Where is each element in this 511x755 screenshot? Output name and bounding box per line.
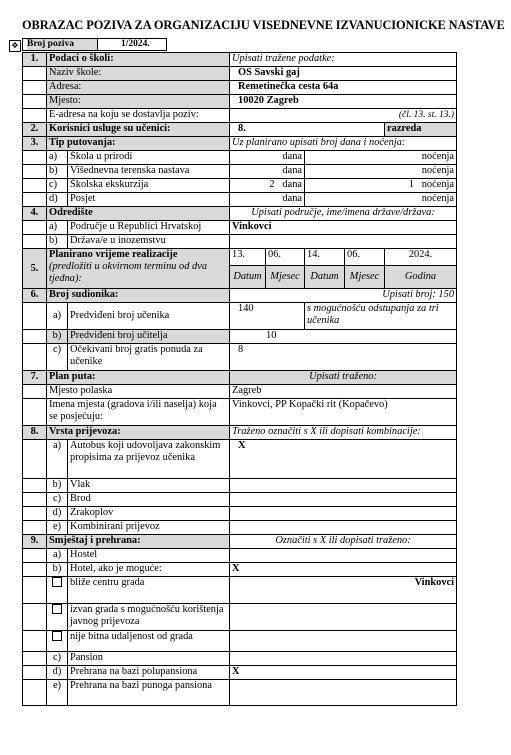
field-value: 8 [230, 344, 457, 371]
field-label: Posjet [68, 193, 230, 207]
table-row [23, 604, 457, 631]
checkbox-icon[interactable] [52, 631, 62, 641]
field-value [230, 549, 457, 563]
field-value [230, 631, 457, 652]
row-letter: b) [47, 165, 68, 179]
field-value: 10020 Zagreb [230, 95, 457, 109]
section-3-header [23, 137, 457, 151]
field-value: Zagreb [230, 385, 457, 399]
field-label: E-adresa na koju se dostavlja poziv: [47, 109, 230, 123]
row-letter: b) [47, 330, 68, 344]
section-hint: Upisati broj: 150 [230, 289, 457, 303]
table-row [23, 81, 457, 95]
section-heading-cell [47, 249, 230, 289]
field-label: Predviđeni broj učitelja [68, 330, 230, 344]
broj-poziva-box [22, 38, 167, 51]
section-1-header [23, 53, 457, 67]
field-label: Zrakoplov [68, 507, 230, 521]
table-row [23, 344, 457, 371]
checkbox-cell[interactable] [47, 577, 68, 604]
row-letter: b) [47, 479, 68, 493]
table-row [23, 151, 457, 165]
field-label: Predviđeni broj učenika [68, 303, 230, 330]
field-value: Vinkovci [230, 577, 457, 604]
table-row [23, 385, 457, 399]
table-row [23, 652, 457, 666]
nights-cell [305, 193, 457, 207]
field-label: Imena mjesta (gradova i/ili naselja) koja se posjećuju: [47, 399, 230, 426]
table-row [23, 95, 457, 109]
row-letter: d) [47, 666, 68, 680]
field-value: OS Savski gaj [230, 67, 457, 81]
field-label: Adresa: [47, 81, 230, 95]
section-heading: Tip putovanja: [47, 137, 230, 151]
field-label: Višednevna terenska nastava [68, 165, 230, 179]
field-label: Naziv škole: [47, 67, 230, 81]
table-row [23, 221, 457, 235]
days-cell [230, 151, 305, 165]
row-letter: e) [47, 680, 68, 706]
nights-unit: noćenja [421, 165, 455, 176]
section-number: 2. [23, 123, 47, 137]
field-label: Područje u Republici Hrvatskoj [68, 221, 230, 235]
section-heading: Broj sudionika: [47, 289, 230, 303]
field-unit: razreda [385, 123, 457, 137]
field-label: Mjesto polaska [47, 385, 230, 399]
table-row [23, 493, 457, 507]
row-letter: c) [47, 652, 68, 666]
days-cell [230, 179, 305, 193]
field-value: 8. [230, 123, 385, 137]
days-cell [230, 193, 305, 207]
days-unit: dana [282, 151, 303, 162]
field-value: X [230, 440, 457, 479]
year-label: Godina [385, 266, 457, 289]
table-row [23, 666, 457, 680]
field-note: s mogućnošću odstupanja za tri učenika [305, 303, 457, 330]
section-heading: Planirano vrijeme realizacije [49, 249, 178, 260]
row-letter: d) [47, 507, 68, 521]
field-value: Vinkovci [230, 221, 457, 235]
days-cell [230, 165, 305, 179]
table-row [23, 507, 457, 521]
field-label: Pansion [68, 652, 230, 666]
field-value [230, 604, 457, 631]
checkbox-cell[interactable] [47, 631, 68, 652]
month-value: 06. [345, 249, 385, 266]
field-value: X [230, 563, 457, 577]
row-letter: c) [47, 493, 68, 507]
field-value: X [230, 666, 457, 680]
nights-value: 1 [408, 179, 414, 190]
broj-poziva-value: 1/2024. [121, 39, 150, 49]
nights-unit: noćenja [421, 179, 455, 190]
field-value [230, 493, 457, 507]
section-7-header [23, 371, 457, 385]
field-label: Autobus koji udovoljava zakonskim propisima za prijevoz učenika [68, 440, 230, 479]
nights-cell [305, 179, 457, 193]
section-hint: Upisati područje, ime/imena države/država: [230, 207, 457, 221]
table-row [23, 330, 457, 344]
field-value [230, 680, 457, 706]
field-value [230, 521, 457, 535]
row-letter: b) [47, 235, 68, 249]
section-subheading: (predložiti u okvirnom terminu od dva tjedna): [49, 261, 208, 284]
nights-unit: noćenja [421, 193, 455, 204]
section-4-header [23, 207, 457, 221]
field-label: Školska ekskurzija [68, 179, 230, 193]
form-title: OBRAZAC POZIVA ZA ORGANIZACIJU VISEDNEVNE IZVANUCIONICKE NASTAVE [22, 18, 505, 32]
field-label: Očekivani broj gratis ponuda za učenike [68, 344, 230, 371]
table-row [23, 303, 457, 330]
section-number: 1. [23, 53, 47, 67]
section-hint: Upisati traženo: [230, 371, 457, 385]
row-letter: a) [47, 440, 68, 479]
row-letter: e) [47, 521, 68, 535]
days-unit: dana [282, 179, 303, 190]
section-heading: Odredište [47, 207, 230, 221]
days-value: 2 [269, 179, 275, 190]
table-row [23, 235, 457, 249]
field-label: Mjesto: [47, 95, 230, 109]
field-label: Brod [68, 493, 230, 507]
table-row [23, 440, 457, 479]
field-value [230, 479, 457, 493]
table-row [23, 193, 457, 207]
section-9-header [23, 535, 457, 549]
table-row [23, 549, 457, 563]
row-letter: a) [47, 303, 68, 330]
days-unit: dana [282, 193, 303, 204]
date-label: Datum [230, 266, 266, 289]
table-row [23, 179, 457, 193]
checkbox-cell[interactable] [47, 604, 68, 631]
row-letter: a) [47, 151, 68, 165]
section-number: 9. [23, 535, 47, 549]
field-label: Hotel, ako je moguće: [68, 563, 230, 577]
section-hint: Označiti s X ili dopisati traženo: [230, 535, 457, 549]
table-row [23, 577, 457, 604]
table-row [23, 67, 457, 81]
option-label: bliže centru grada [68, 577, 230, 604]
table-row [23, 631, 457, 652]
checkbox-icon[interactable] [52, 577, 62, 587]
section-heading: Vrsta prijevoza: [47, 426, 230, 440]
section-hint: Uz planirano upisati broj dana i noćenja: [230, 137, 457, 151]
month-value: 06. [266, 249, 305, 266]
table-row [23, 109, 457, 123]
field-value: Remetinečka cesta 64a [230, 81, 457, 95]
row-letter: a) [47, 549, 68, 563]
nights-unit: noćenja [421, 151, 455, 162]
field-label: Prehrana na bazi punoga pansiona [68, 680, 230, 706]
form-table [22, 52, 457, 706]
field-label: Škola u prirodi [68, 151, 230, 165]
table-row [23, 521, 457, 535]
year-value: 2024. [385, 249, 457, 266]
section-hint: Upisati tražene podatke: [230, 53, 457, 67]
field-label: Hostel [68, 549, 230, 563]
field-value [230, 652, 457, 666]
table-row [23, 165, 457, 179]
field-value [230, 235, 457, 249]
table-row [23, 680, 457, 706]
row-letter: c) [47, 344, 68, 371]
section-number: 7. [23, 371, 47, 385]
month-label: Mjesec [345, 266, 385, 289]
row-letter: c) [47, 179, 68, 193]
section-number: 4. [23, 207, 47, 221]
field-label: Država/e u inozemstvu [68, 235, 230, 249]
section-heading: Korisnici usluge su učenici: [47, 123, 230, 137]
field-label: Kombinirani prijevoz [68, 521, 230, 535]
broj-poziva-label: Broj poziva [27, 39, 98, 50]
table-row [23, 479, 457, 493]
section-hint: Traženo označiti s X ili dopisati kombinacije: [230, 426, 457, 440]
nights-cell [305, 165, 457, 179]
section-5-values [23, 249, 457, 266]
field-label: Vlak [68, 479, 230, 493]
section-heading: Podaci o školi: [47, 53, 230, 67]
row-letter: b) [47, 563, 68, 577]
table-row [23, 563, 457, 577]
date-value: 14. [305, 249, 345, 266]
month-label: Mjesec [266, 266, 305, 289]
checkbox-icon[interactable] [52, 604, 62, 614]
section-number: 8. [23, 426, 47, 440]
nights-cell [305, 151, 457, 165]
row-letter: a) [47, 221, 68, 235]
section-number: 5. [23, 249, 47, 289]
table-row [23, 399, 457, 426]
section-heading: Smještaj i prehrana: [47, 535, 230, 549]
date-value: 13. [230, 249, 266, 266]
option-label: izvan grada s mogućnošću korištenja javnog prijevoza [68, 604, 230, 631]
section-heading: Plan puta: [47, 371, 230, 385]
field-value: 10 [230, 330, 457, 344]
option-label: nije bitna udaljenost od grada [68, 631, 230, 652]
table-move-handle-icon[interactable]: ✥ [9, 40, 21, 52]
section-number: 6. [23, 289, 47, 303]
days-unit: dana [282, 165, 303, 176]
field-value [230, 507, 457, 521]
section-6-header [23, 289, 457, 303]
field-value: 140 [230, 303, 305, 330]
row-letter: d) [47, 193, 68, 207]
section-2-header [23, 123, 457, 137]
section-8-header [23, 426, 457, 440]
field-value: Vinkovci, PP Kopački rit (Kopačevo) [230, 399, 457, 426]
field-label: Prehrana na bazi polupansiona [68, 666, 230, 680]
field-value: (čl. 13. st. 13.) [230, 109, 457, 123]
date-label: Datum [305, 266, 345, 289]
section-number: 3. [23, 137, 47, 151]
